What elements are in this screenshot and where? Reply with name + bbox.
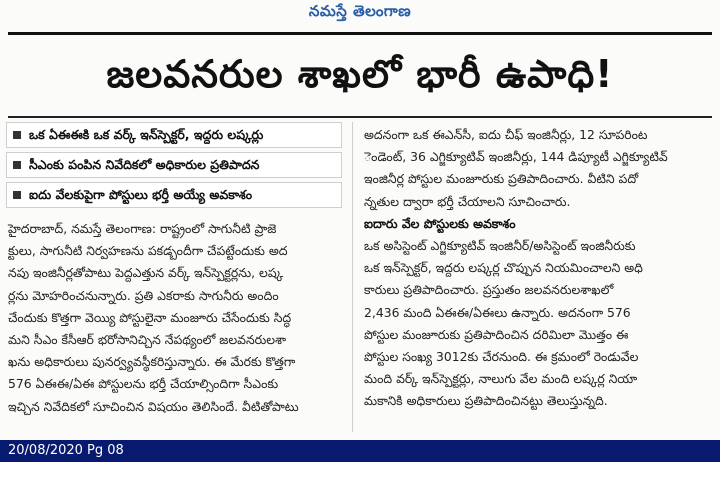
article-line: ఇచ్చిన నివేదికలో సూచించిన విషయం తెలిసిందే. వీటితోపాటు [8,398,299,414]
headline: జలవనరుల శాఖలో భారీ ఉపాధి! [106,52,614,96]
masthead-rule [8,32,712,35]
article-line: కారులు ప్రతిపాదించారు. ప్రస్తుతం జలవనరులశాఖలో [364,282,614,298]
subheading-bullets [6,122,342,212]
column-divider [352,122,353,432]
article-line: క్టులు, సాగునీటి నిర్వహణను పకడ్బందీగా చేపట్టేందుకు అద [8,243,288,259]
article-line: ర్లను మోహరించనున్నారు. ప్రతి ఎకరాకు సాగునీరు అందిం [8,287,279,303]
article-line: అదనంగా ఒక ఈఎన్‌సీ, ఐదు చీఫ్ ఇంజినీర్లు, 12 సూపరింట [364,127,648,142]
article-right-column [364,124,712,413]
article-line: మంది వర్క్ ఇన్‌స్పెక్టర్లు, నాలుగు వేల మంది లష్కర్ల నియా [364,371,638,387]
headline-rule [8,116,712,118]
article-line: పోస్టుల మంజూరుకు ప్రతిపాదించిన దరిమిలా మొత్తం ఈ [364,326,629,342]
date-page-footer: 20/08/2020 Pg 08 [0,440,720,462]
newspaper-masthead: నమస్తే తెలంగాణ [308,2,412,20]
bullet-text: సీఎంకు పంపిన నివేదికలో అధికారుల ప్రతిపాదన [29,157,260,172]
article-line: ఖను అధికారులు పునర్వ్యవస్థీకరిస్తున్నారు. ఈ మేరకు కొత్తగా [8,354,296,370]
bullet-square-icon [13,191,21,199]
article-line: నపు ఇంజినీర్లతోపాటు పెద్దఎత్తున వర్క్ ఇన్‌స్పెక్టర్లను, లష్క [8,265,284,281]
article-line: మకానికి అధికారులు ప్రతిపాదించినట్టు తెలుస్తున్నది. [364,393,608,409]
article-left-column [8,218,344,418]
article-line: పోస్టుల సంఖ్య 3012కు చేరనుంది. ఈ క్రమంలో రెండువేల [364,349,639,365]
article-line: ెండెంట్, 36 ఎగ్జిక్యూటివ్ ఇంజినీర్లు, 144 డిప్యూటీ ఎగ్జిక్యూటివ్ [364,149,668,165]
bullet-square-icon [13,161,21,169]
article-line: హైదరాబాద్, నమస్తే తెలంగాణ: రాష్ట్రంలో సాగునీటి ప్రాజె [8,221,277,236]
article-line: మని సీఎం కేసీఆర్ భరోసానిచ్చిన నేపథ్యంలో జలవనరులశా [8,332,286,348]
bullet-item [6,152,342,178]
article-line: 576 ఏఈఈ/ఏఈ పోస్టులను భర్తీ చేయాల్సిందిగా సీఎంకు [8,376,279,392]
bullet-item [6,122,342,148]
article-line: ఒక ఇన్‌స్పెక్టర్, ఇద్దరు లష్కర్ల చొప్పున నియమించాలని అధి [364,260,643,276]
article-line: ఇంజినీర్ల పోస్టుల మంజూరుకు ప్రతిపాదించారు. వీటిని పదో [364,171,639,187]
article-subheading: ఐదారు వేల పోస్టులకు అవకాశం [364,215,516,231]
bottom-margin [0,462,720,484]
bullet-text: ఐదు వేలకుపైగా పోస్టులు భర్తీ అయ్యే అవకాశం [29,187,253,202]
article-line: న్నతుల ద్వారా భర్తీ చేయాలని సూచించారు. [364,193,571,209]
article-line: 2,436 మంది ఏఈఈ/ఏఈలు ఉన్నారు. అదనంగా 576 [364,304,631,320]
article-line: చేందుకు కొత్తగా వెయ్యి పోస్టులైనా మంజూరు చేసేందుకు సిద్ధ [8,309,292,325]
article-line: ఒక అసిస్టెంట్ ఎగ్జిక్యూటివ్ ఇంజినీర్/అసిస్టెంట్ ఇంజినీరుకు [364,238,636,254]
bullet-square-icon [13,131,21,139]
bullet-text: ఒక ఏఈఈకి ఒక వర్క్ ఇన్‌స్పెక్టర్, ఇద్దరు లష్కర్లు [29,127,264,142]
bullet-item [6,182,342,208]
